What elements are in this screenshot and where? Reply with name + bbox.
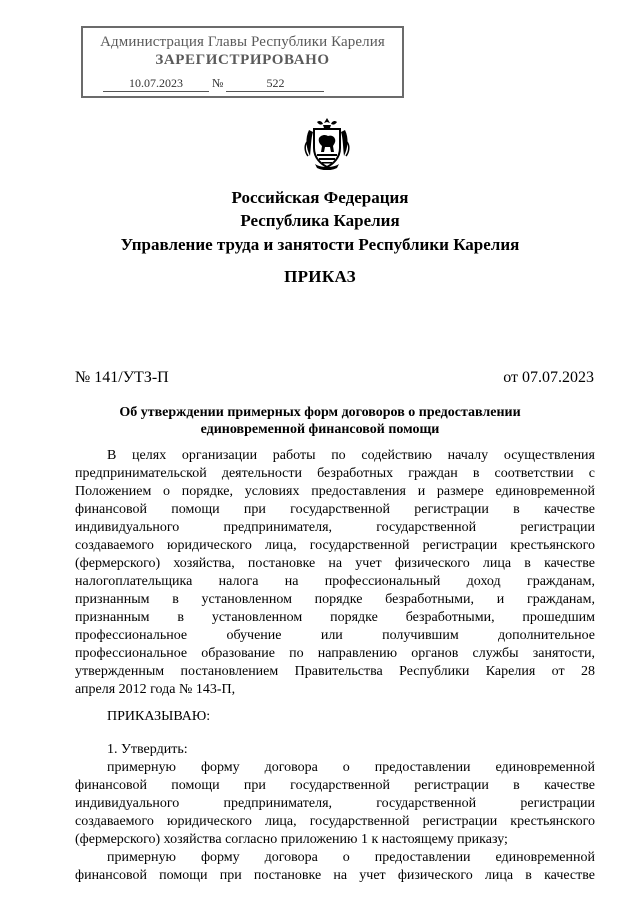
stamp-authority: Администрация Главы Республики Карелия [100, 34, 385, 50]
item-text-line: финансовой помощи при государственной регистрации в качестве [75, 778, 595, 793]
order-date: от 07.07.2023 [503, 369, 594, 386]
body-text-line: профессиональное образование по направлению органов службы занятости, [75, 646, 595, 661]
registration-stamp [81, 26, 404, 98]
stamp-registration-line [103, 76, 324, 92]
item-text-line: примерную форму договора о предоставлении единовременной [107, 760, 595, 775]
document-title-line: Об утверждении примерных форм договоров о предоставлении [119, 405, 521, 420]
body-text-line: Положением о порядке, условиях предоставления и размере единовременной [75, 484, 595, 499]
item-heading: 1. Утвердить: [107, 742, 188, 757]
body-text-line: апреля 2012 года № 143-П, [75, 682, 236, 697]
body-text-line: признанным в установленном порядке безработными, прошедшим [75, 610, 595, 625]
body-text-line: налогоплательщика налога на профессиональный доход гражданам, [75, 574, 595, 589]
body-text-line: утвержденным постановлением Правительства Республики Карелия от 28 [75, 664, 595, 679]
header-republic: Республика Карелия [240, 211, 400, 230]
body-text-line: предпринимательской деятельности безработных граждан в соответствии с [75, 466, 595, 481]
body-text-line: признанным в установленном порядке безработными, и гражданам, [75, 592, 595, 607]
body-text-line: (фермерского) хозяйства, постановке на учет физического лица в качестве [75, 556, 595, 571]
stamp-date: 10.07.2023 [103, 76, 209, 92]
body-text-line: создаваемого юридического лица, государственной регистрации крестьянского [75, 538, 595, 553]
document-title-line: единовременной финансовой помощи [200, 422, 440, 437]
stamp-status: ЗАРЕГИСТРИРОВАНО [155, 52, 330, 68]
header-agency: Управление труда и занятости Республики Карелия [120, 235, 520, 254]
header-country: Российская Федерация [231, 188, 409, 207]
body-text-line: профессиональное обучение или получившим дополнительное [75, 628, 595, 643]
body-text-line: финансовой помощи при государственной регистрации в качестве [75, 502, 595, 517]
order-number: № 141/УТЗ-П [75, 369, 169, 386]
body-text-line: В целях организации работы по содействию началу осуществления [107, 448, 595, 463]
item-text-line: примерную форму договора о предоставлении единовременной [107, 850, 595, 865]
stamp-number: 522 [226, 76, 324, 92]
body-text-line: индивидуального предпринимателя, государственной регистрации [75, 520, 595, 535]
order-directive: ПРИКАЗЫВАЮ: [107, 709, 211, 724]
document-type: ПРИКАЗ [284, 267, 356, 286]
stamp-number-label: № [212, 76, 224, 90]
item-text-line: индивидуального предпринимателя, государственной регистрации [75, 796, 595, 811]
document-title [0, 404, 640, 438]
coat-of-arms-icon [303, 116, 351, 170]
item-text-line: создаваемого юридического лица, государственной регистрации крестьянского [75, 814, 595, 829]
item-text-line: (фермерского) хозяйства согласно приложению 1 к настоящему приказу; [75, 832, 508, 847]
item-text-line: финансовой помощи при постановке на учет физического лица в качестве [75, 868, 595, 883]
